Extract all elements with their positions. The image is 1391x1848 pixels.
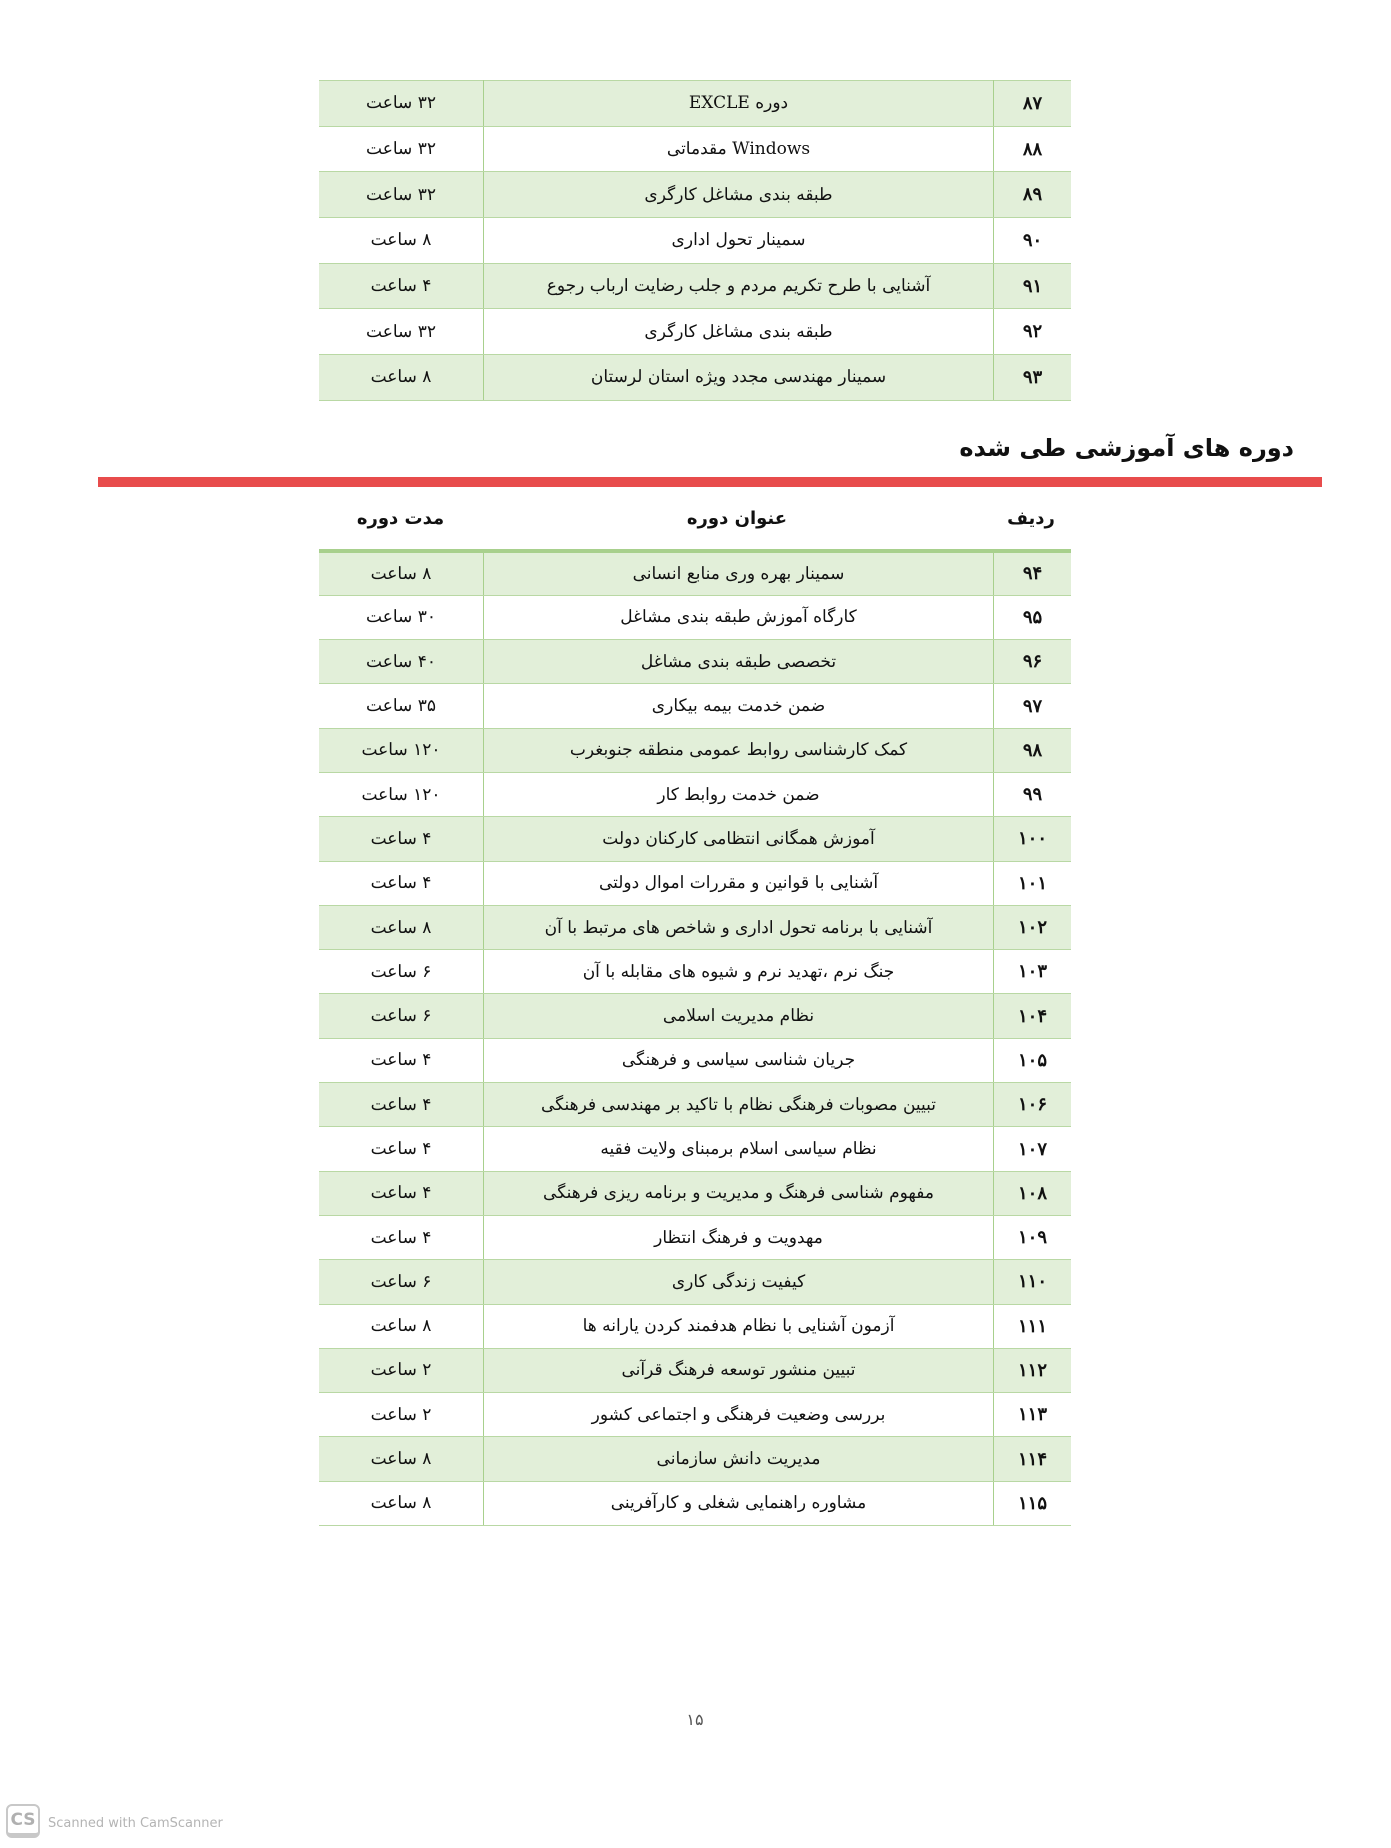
table-row	[319, 1393, 1071, 1437]
column-header-row-number: ردیف	[1007, 508, 1055, 529]
table-row	[319, 309, 1071, 355]
row-number-cell: ۹۹	[994, 772, 1072, 816]
course-title-cell: جریان شناسی سیاسی و فرهنگی	[484, 1038, 994, 1082]
duration-cell: ۳۲ ساعت	[319, 126, 484, 172]
duration-cell: ۶ ساعت	[319, 994, 484, 1038]
row-number-cell: ۹۶	[994, 640, 1072, 684]
table-row	[319, 861, 1071, 905]
course-title-cell: آشنایی با برنامه تحول اداری و شاخص های مرتبط با آن	[484, 905, 994, 949]
row-number-cell: ۸۷	[994, 81, 1072, 127]
table-row	[319, 595, 1071, 639]
duration-cell: ۳۲ ساعت	[319, 172, 484, 218]
watermark-text: Scanned with CamScanner	[48, 1816, 223, 1831]
table-row	[319, 1083, 1071, 1127]
table-row	[319, 355, 1071, 401]
table-row	[319, 684, 1071, 728]
course-title-cell: سمینار مهندسی مجدد ویژه استان لرستان	[484, 355, 994, 401]
column-header-course-title: عنوان دوره	[686, 508, 788, 529]
course-title-cell: کمک کارشناسی روابط عمومی منطقه جنوبغرب	[484, 728, 994, 772]
row-number-cell: ۱۰۱	[994, 861, 1072, 905]
duration-cell: ۸ ساعت	[319, 905, 484, 949]
row-number-cell: ۱۰۷	[994, 1127, 1072, 1171]
camscanner-logo-icon: CS	[6, 1804, 40, 1838]
duration-cell: ۸ ساعت	[319, 1481, 484, 1525]
table-row	[319, 126, 1071, 172]
table-row	[319, 1481, 1071, 1525]
duration-cell: ۳۲ ساعت	[319, 309, 484, 355]
table-row	[319, 1260, 1071, 1304]
row-number-cell: ۹۴	[994, 551, 1072, 595]
table-row	[319, 1437, 1071, 1481]
duration-cell: ۳۰ ساعت	[319, 595, 484, 639]
row-number-cell: ۱۱۰	[994, 1260, 1072, 1304]
duration-cell: ۴ ساعت	[319, 1171, 484, 1215]
row-number-cell: ۹۱	[994, 263, 1072, 309]
course-title-cell: سمینار بهره وری منابع انسانی	[484, 551, 994, 595]
duration-cell: ۸ ساعت	[319, 1304, 484, 1348]
course-title-cell: بررسی وضعیت فرهنگی و اجتماعی کشور	[484, 1393, 994, 1437]
duration-cell: ۴ ساعت	[319, 1127, 484, 1171]
duration-cell: ۴ ساعت	[319, 1083, 484, 1127]
row-number-cell: ۹۰	[994, 218, 1072, 264]
table-row	[319, 1215, 1071, 1259]
course-title-cell: مفهوم شناسی فرهنگ و مدیریت و برنامه ریزی فرهنگی	[484, 1171, 994, 1215]
row-number-cell: ۱۰۹	[994, 1215, 1072, 1259]
row-number-cell: ۹۷	[994, 684, 1072, 728]
table-row	[319, 1348, 1071, 1392]
course-title-cell: مدیریت دانش سازمانی	[484, 1437, 994, 1481]
duration-cell: ۴۰ ساعت	[319, 640, 484, 684]
table-row	[319, 1171, 1071, 1215]
course-title-cell: آشنایی با قوانین و مقررات اموال دولتی	[484, 861, 994, 905]
course-title-cell: کیفیت زندگی کاری	[484, 1260, 994, 1304]
course-title-cell: کارگاه آموزش طبقه بندی مشاغل	[484, 595, 994, 639]
row-number-cell: ۱۰۵	[994, 1038, 1072, 1082]
course-title-cell: ضمن خدمت روابط کار	[484, 772, 994, 816]
row-number-cell: ۹۸	[994, 728, 1072, 772]
course-title-cell: Windows مقدماتی	[484, 126, 994, 172]
completed-courses-table	[319, 549, 1071, 1526]
course-title-cell: آموزش همگانی انتظامی کارکنان دولت	[484, 817, 994, 861]
row-number-cell: ۱۱۲	[994, 1348, 1072, 1392]
row-number-cell: ۹۵	[994, 595, 1072, 639]
table-row	[319, 551, 1071, 595]
column-header-duration: مدت دوره	[356, 508, 445, 529]
course-title-cell: سمینار تحول اداری	[484, 218, 994, 264]
table-row	[319, 728, 1071, 772]
table-row	[319, 263, 1071, 309]
table-row	[319, 1038, 1071, 1082]
table-row	[319, 817, 1071, 861]
duration-cell: ۸ ساعت	[319, 218, 484, 264]
course-title-cell: تبیین مصوبات فرهنگی نظام با تاکید بر مهندسی فرهنگی	[484, 1083, 994, 1127]
course-title-cell: تخصصی طبقه بندی مشاغل	[484, 640, 994, 684]
table-row	[319, 905, 1071, 949]
duration-cell: ۴ ساعت	[319, 1038, 484, 1082]
duration-cell: ۴ ساعت	[319, 263, 484, 309]
row-number-cell: ۱۰۲	[994, 905, 1072, 949]
duration-cell: ۴ ساعت	[319, 861, 484, 905]
section-divider	[98, 477, 1322, 487]
table-row	[319, 640, 1071, 684]
duration-cell: ۸ ساعت	[319, 551, 484, 595]
table-row	[319, 218, 1071, 264]
table-row	[319, 1127, 1071, 1171]
row-number-cell: ۱۱۳	[994, 1393, 1072, 1437]
course-title-cell: نظام مدیریت اسلامی	[484, 994, 994, 1038]
row-number-cell: ۱۱۱	[994, 1304, 1072, 1348]
course-title-cell: آزمون آشنایی با نظام هدفمند کردن یارانه ها	[484, 1304, 994, 1348]
table-row	[319, 772, 1071, 816]
row-number-cell: ۸۸	[994, 126, 1072, 172]
table-row	[319, 81, 1071, 127]
course-title-cell: مهدویت و فرهنگ انتظار	[484, 1215, 994, 1259]
duration-cell: ۱۲۰ ساعت	[319, 728, 484, 772]
course-title-cell: طبقه بندی مشاغل کارگری	[484, 309, 994, 355]
course-title-cell: تبیین منشور توسعه فرهنگ قرآنی	[484, 1348, 994, 1392]
row-number-cell: ۱۰۴	[994, 994, 1072, 1038]
table-row	[319, 172, 1071, 218]
courses-table-continued	[319, 80, 1071, 401]
table-row	[319, 1304, 1071, 1348]
row-number-cell: ۸۹	[994, 172, 1072, 218]
table-row	[319, 994, 1071, 1038]
page-number: ۱۵	[686, 1710, 704, 1729]
duration-cell: ۱۲۰ ساعت	[319, 772, 484, 816]
duration-cell: ۴ ساعت	[319, 1215, 484, 1259]
duration-cell: ۴ ساعت	[319, 817, 484, 861]
course-title-cell: جنگ نرم ،تهدید نرم و شیوه های مقابله با آن	[484, 950, 994, 994]
duration-cell: ۳۲ ساعت	[319, 81, 484, 127]
row-number-cell: ۹۳	[994, 355, 1072, 401]
duration-cell: ۶ ساعت	[319, 1260, 484, 1304]
duration-cell: ۲ ساعت	[319, 1348, 484, 1392]
course-title-cell: آشنایی با طرح تکریم مردم و جلب رضایت ارباب رجوع	[484, 263, 994, 309]
course-title-cell: ضمن خدمت بیمه بیکاری	[484, 684, 994, 728]
row-number-cell: ۹۲	[994, 309, 1072, 355]
table-row	[319, 950, 1071, 994]
course-title-cell: مشاوره راهنمایی شغلی و کارآفرینی	[484, 1481, 994, 1525]
duration-cell: ۸ ساعت	[319, 355, 484, 401]
row-number-cell: ۱۰۶	[994, 1083, 1072, 1127]
section-title: دوره های آموزشی طی شده	[959, 434, 1294, 462]
duration-cell: ۸ ساعت	[319, 1437, 484, 1481]
row-number-cell: ۱۰۰	[994, 817, 1072, 861]
course-title-cell: دوره EXCLE	[484, 81, 994, 127]
row-number-cell: ۱۱۴	[994, 1437, 1072, 1481]
row-number-cell: ۱۱۵	[994, 1481, 1072, 1525]
duration-cell: ۳۵ ساعت	[319, 684, 484, 728]
duration-cell: ۲ ساعت	[319, 1393, 484, 1437]
row-number-cell: ۱۰۸	[994, 1171, 1072, 1215]
row-number-cell: ۱۰۳	[994, 950, 1072, 994]
course-title-cell: نظام سیاسی اسلام برمبنای ولایت فقیه	[484, 1127, 994, 1171]
course-title-cell: طبقه بندی مشاغل کارگری	[484, 172, 994, 218]
duration-cell: ۶ ساعت	[319, 950, 484, 994]
